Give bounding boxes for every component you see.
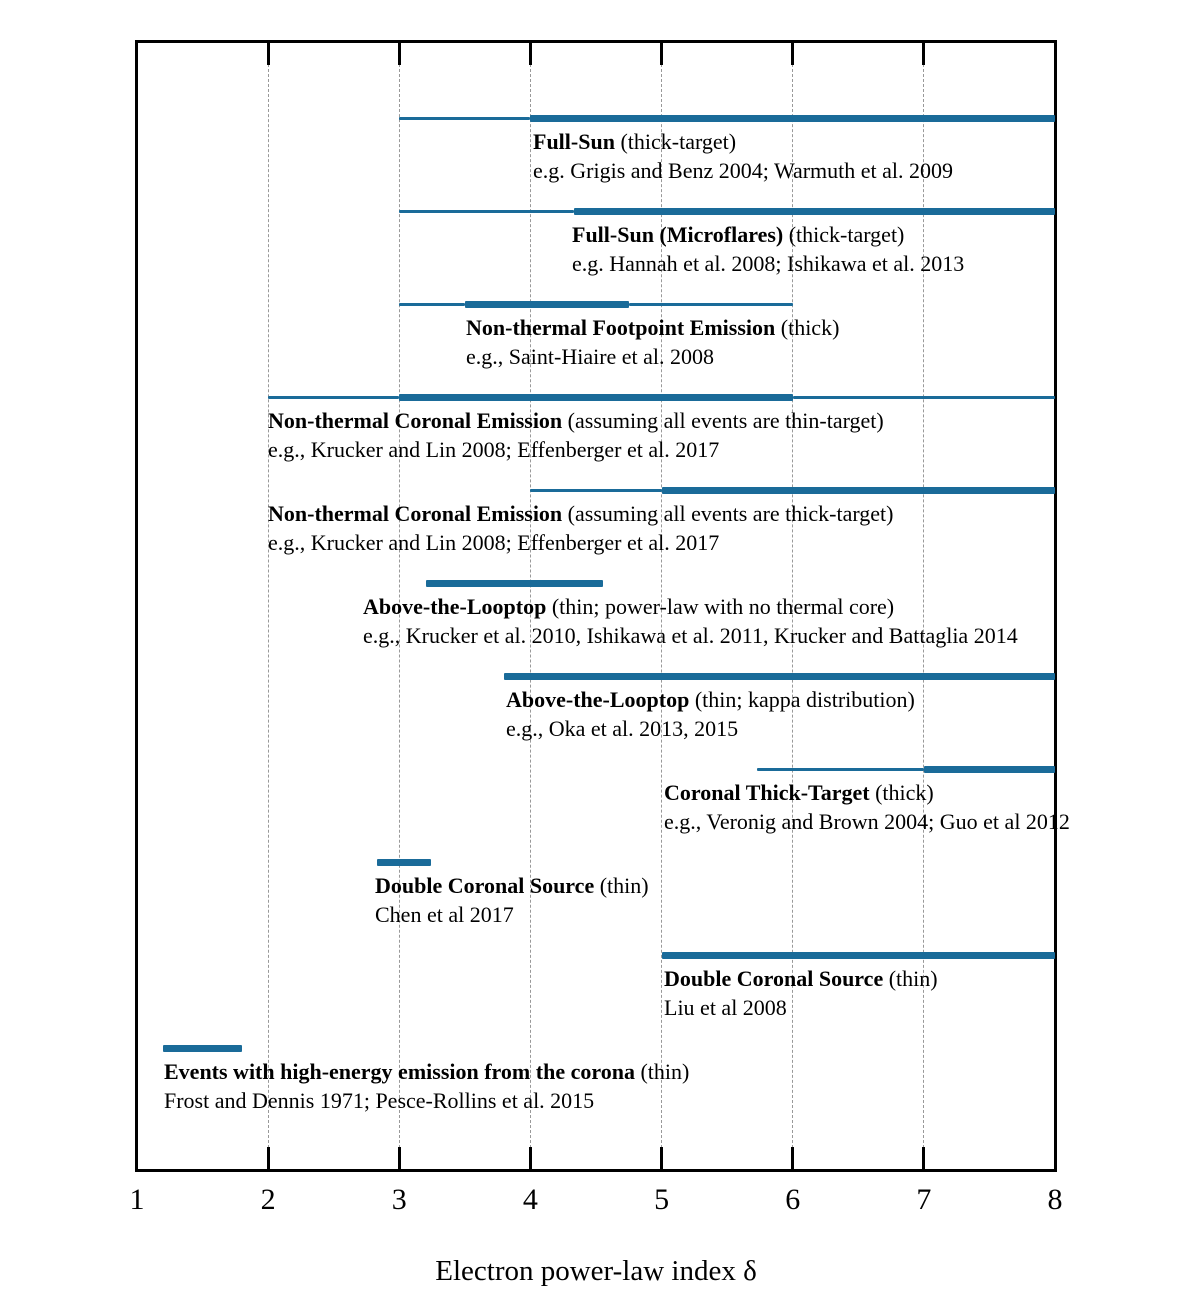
row-title-rest: (assuming all events are thick-target) <box>562 501 894 526</box>
row-label <box>664 964 938 1022</box>
row-label <box>466 313 839 371</box>
row-citation: e.g. Grigis and Benz 2004; Warmuth et al. 2009 <box>533 158 954 183</box>
row-label <box>572 220 964 278</box>
row-citation: e.g. Hannah et al. 2008; Ishikawa et al. 2013 <box>572 251 965 276</box>
row-title-bold: Non-thermal Footpoint Emission <box>466 315 776 340</box>
row-title-rest: (thick) <box>869 780 934 805</box>
row-title <box>572 220 964 249</box>
row-title-bold: Full-Sun <box>533 129 615 154</box>
x-tick-top <box>791 43 794 65</box>
x-tick-top <box>267 43 270 65</box>
x-tick-top <box>398 43 401 65</box>
range-segment-thin <box>757 768 924 771</box>
row-title-bold: Non-thermal Coronal Emission <box>268 408 563 433</box>
range-segment-thin <box>793 396 1055 399</box>
row-label <box>506 685 915 743</box>
range-segment-thin <box>629 303 793 306</box>
range-segment-thick <box>662 952 1055 959</box>
x-tick-label: 4 <box>522 1183 538 1216</box>
x-tick-bottom <box>791 1147 794 1169</box>
range-segment-thick <box>530 115 1055 122</box>
range-segment-thin <box>268 396 399 399</box>
row-title <box>664 964 938 993</box>
range-segment-thin <box>399 117 530 120</box>
row-title <box>664 778 1070 807</box>
range-segment-thin <box>399 303 465 306</box>
x-tick-bottom <box>922 1147 925 1169</box>
x-tick-label: 2 <box>260 1183 276 1216</box>
row-title-bold: Double Coronal Source <box>664 966 884 991</box>
row-title <box>533 127 953 156</box>
row-title-bold: Above-the-Looptop <box>363 594 547 619</box>
row-title-rest: (thick-target) <box>783 222 905 247</box>
range-segment-thick <box>504 673 1055 680</box>
row-label <box>164 1057 689 1115</box>
x-tick-label: 7 <box>916 1183 932 1216</box>
row-title-bold: Coronal Thick-Target <box>664 780 870 805</box>
row-title <box>164 1057 689 1086</box>
row-title <box>268 406 884 435</box>
range-segment-thin <box>399 210 573 213</box>
x-tick-label: 3 <box>391 1183 407 1216</box>
row-title-bold: Non-thermal Coronal Emission <box>268 501 563 526</box>
gridline <box>268 44 269 1168</box>
x-tick-bottom <box>398 1147 401 1169</box>
row-label <box>533 127 953 185</box>
x-tick-top <box>529 43 532 65</box>
row-title-bold: Double Coronal Source <box>375 873 595 898</box>
x-tick-top <box>922 43 925 65</box>
row-citation: e.g., Krucker and Lin 2008; Effenberger et al. 2017 <box>268 530 720 555</box>
range-segment-thick <box>924 766 1055 773</box>
row-title-bold: Full-Sun (Microflares) <box>572 222 784 247</box>
row-label <box>363 592 1018 650</box>
row-citation: e.g., Krucker and Lin 2008; Effenberger et al. 2017 <box>268 437 720 462</box>
row-citation: Chen et al 2017 <box>375 902 514 927</box>
row-label <box>268 406 884 464</box>
x-tick-bottom <box>529 1147 532 1169</box>
x-tick-label: 1 <box>129 1183 145 1216</box>
row-title-rest: (thick) <box>775 315 840 340</box>
range-segment-thick <box>163 1045 242 1052</box>
range-segment-thick <box>426 580 603 587</box>
row-title <box>375 871 649 900</box>
range-segment-thin <box>530 489 661 492</box>
row-citation: e.g., Krucker et al. 2010, Ishikawa et al. 2011, Krucker and Battaglia 2014 <box>363 623 1018 648</box>
row-label <box>664 778 1070 836</box>
row-title-rest: (thin) <box>634 1059 690 1084</box>
x-tick-label: 6 <box>785 1183 801 1216</box>
row-citation: e.g., Saint-Hiaire et al. 2008 <box>466 344 715 369</box>
x-tick-top <box>660 43 663 65</box>
row-title-bold: Events with high-energy emission from the corona <box>164 1059 635 1084</box>
row-title <box>506 685 915 714</box>
row-title-rest: (thick-target) <box>614 129 737 154</box>
row-citation: Frost and Dennis 1971; Pesce-Rollins et al. 2015 <box>164 1088 595 1113</box>
range-segment-thick <box>377 859 431 866</box>
x-tick-bottom <box>660 1147 663 1169</box>
row-title-rest: (assuming all events are thin-target) <box>562 408 884 433</box>
x-tick-bottom <box>267 1147 270 1169</box>
row-title-bold: Above-the-Looptop <box>506 687 690 712</box>
range-segment-thick <box>399 394 792 401</box>
x-tick-label: 8 <box>1047 1183 1063 1216</box>
row-label <box>268 499 893 557</box>
range-segment-thick <box>465 301 629 308</box>
row-title-rest: (thin) <box>883 966 938 991</box>
row-citation: e.g., Veronig and Brown 2004; Guo et al 2012 <box>664 809 1070 834</box>
row-label <box>375 871 649 929</box>
row-title <box>363 592 1018 621</box>
row-citation: e.g., Oka et al. 2013, 2015 <box>506 716 739 741</box>
x-axis-title: Electron power-law index δ <box>435 1255 757 1287</box>
row-title-rest: (thin; power-law with no thermal core) <box>546 594 895 619</box>
range-segment-thick <box>574 208 1055 215</box>
row-title <box>466 313 839 342</box>
x-tick-label: 5 <box>654 1183 670 1216</box>
range-segment-thick <box>662 487 1055 494</box>
row-title-rest: (thin) <box>594 873 649 898</box>
row-title <box>268 499 893 528</box>
row-title-rest: (thin; kappa distribution) <box>689 687 915 712</box>
row-citation: Liu et al 2008 <box>664 995 787 1020</box>
